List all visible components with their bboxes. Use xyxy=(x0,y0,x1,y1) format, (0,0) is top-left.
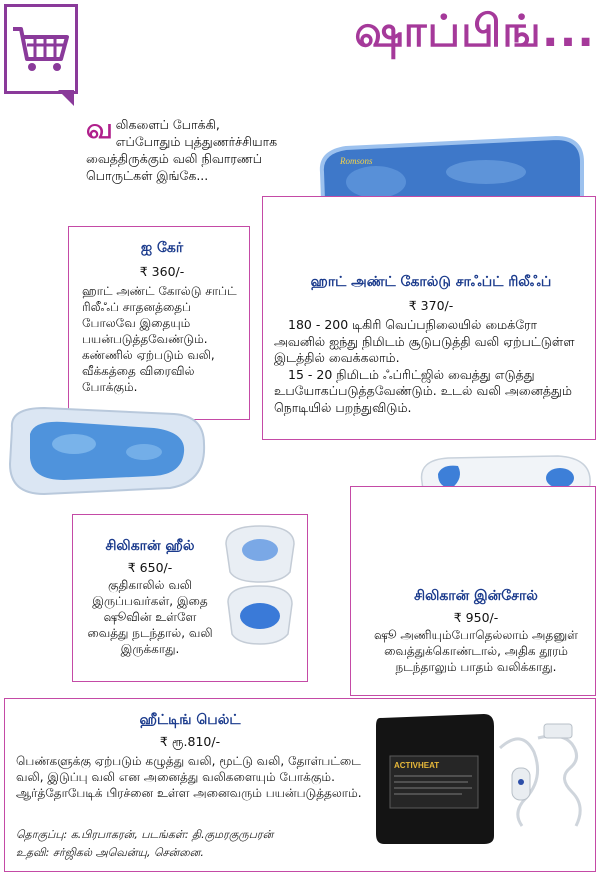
silicon-insole-description: ஷூ அணியும்போதெல்லாம் அதனுள் வைத்துக்கொண்டால், அதிக தூரம் நடந்தாலும் பாதம் வலிக்காது. xyxy=(374,628,578,674)
shopping-cart-icon xyxy=(7,7,75,91)
heating-belt-label: ACTIVHEAT xyxy=(394,761,440,770)
silicon-heel-image xyxy=(222,520,298,650)
hot-cold-product-content xyxy=(274,274,588,416)
intro-dropcap: வ xyxy=(86,112,113,145)
silicon-heel-title: சிலிகான் ஹீல் xyxy=(105,538,195,554)
eye-care-price: ₹ 360/- xyxy=(139,264,185,279)
credits-line-1: தொகுப்பு: க.பிரபாகரன், படங்கள்: தி.குமரகுருபரன் xyxy=(16,828,274,841)
hot-cold-title: ஹாட் அண்ட் கோல்டு சாஃப்ட் ரிலீஃப் xyxy=(310,274,552,290)
heating-belt-description: பெண்களுக்கு ஏற்படும் கழுத்து வலி, மூட்டு வலி, தோள்பட்டை வலி, இடுப்பு வலி என அனைத்து வலிகளையும் போக்கும். ஆர்த்தோபேடிக் பிரச்னை உள்ள அனைவரும் பயன்படுத்தலாம். xyxy=(16,754,362,800)
credits-line-2: உதவி: சர்ஜிகல் அவென்யு, சென்னை. xyxy=(16,846,204,859)
heating-belt-title: ஹீட்டிங் பெல்ட் xyxy=(139,712,241,728)
intro-paragraph xyxy=(86,112,286,184)
heating-belt-product-content xyxy=(16,712,364,801)
silicon-insole-title: சிலிகான் இன்சோல் xyxy=(414,588,538,604)
hot-cold-description-1: 180 - 200 டிகிரி வெப்பநிலையில் மைக்ரோ அவனில் ஐந்து நிமிடம் சூடுபடுத்தி வலி ஏற்பட்டுள்ள இடத்தில் வைக்கலாம். xyxy=(274,317,575,365)
eye-care-product-content xyxy=(82,240,242,395)
heating-belt-price: ₹ ரூ.810/- xyxy=(159,734,221,749)
eye-mask-image xyxy=(4,398,210,498)
silicon-heel-price: ₹ 650/- xyxy=(127,560,173,575)
hot-cold-price: ₹ 370/- xyxy=(408,298,454,313)
silicon-insole-product-content xyxy=(364,588,588,675)
eye-care-title: ஐ கேர் xyxy=(140,240,184,256)
credits xyxy=(16,826,576,862)
silicon-insole-price: ₹ 950/- xyxy=(453,610,499,625)
page-title: ஷாப்பிங்... xyxy=(354,6,595,57)
hot-cold-description-2: 15 - 20 நிமிடம் ஃப்ரிட்ஜில் வைத்து எடுத்து உபயோகப்படுத்தவேண்டும். உடல் வலி அனைத்தும் நொடியில் பறந்துவிடும். xyxy=(274,366,572,415)
gel-pack-brand: Romsons xyxy=(340,156,373,166)
silicon-heel-description: குதிகாலில் வலி இருப்பவர்கள், இதை ஷூவின் உள்ளே வைத்து நடந்தால், வலி இருக்காது. xyxy=(87,578,213,656)
cart-box-tail xyxy=(58,90,74,106)
cart-icon-box xyxy=(4,4,78,94)
eye-care-description: ஹாட் அண்ட் கோல்டு சாப்ட் ரிலீஃப் சாதனத்தைப் போலவே இதையும் பயன்படுத்தவேண்டும். கண்ணில் ஏற்படும் வலி, வீக்கத்தை விரைவில் போக்கும். xyxy=(82,284,237,394)
intro-text: லிகளைப் போக்கி, எப்போதும் புத்துணர்ச்சியாக வைத்திருக்கும் வலி நிவாரணப் பொருட்கள் இங்கே... xyxy=(86,117,278,183)
silicon-heel-product-content xyxy=(84,538,216,657)
